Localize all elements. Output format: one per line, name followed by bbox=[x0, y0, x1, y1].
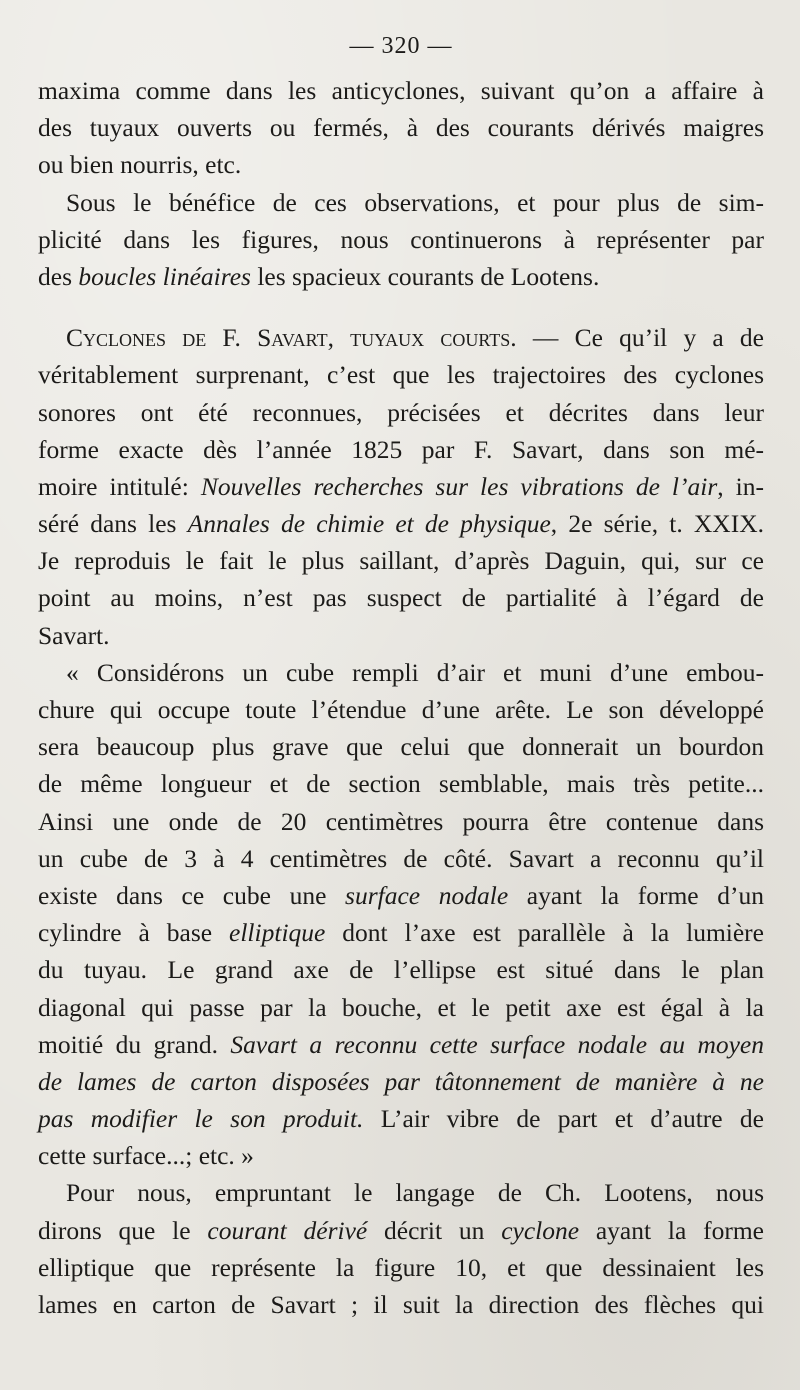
italic-phrase: pas modifier le son produit. bbox=[38, 1104, 364, 1134]
text-line bbox=[38, 319, 764, 356]
text-line: sonores ont été reconnues, précisées et décrites dans leur bbox=[38, 397, 764, 427]
paragraph-2 bbox=[38, 184, 764, 296]
text-line bbox=[38, 914, 764, 951]
text-run: cylindre à base bbox=[38, 918, 230, 948]
text-line bbox=[38, 258, 764, 295]
italic-phrase: elliptique bbox=[229, 918, 326, 948]
text-line: Pour nous, empruntant le langage de Ch. Lootens, nous bbox=[66, 1178, 764, 1208]
text-run: des bbox=[38, 261, 79, 291]
text-line: ou bien nourris, etc. bbox=[38, 150, 242, 180]
text-run: dirons que le bbox=[38, 1215, 208, 1245]
text-run: moire intitulé: bbox=[38, 471, 201, 501]
text-line: des tuyaux ouverts ou fermés, à des courants dérivés maigres bbox=[38, 113, 764, 143]
book-page bbox=[38, 26, 764, 1323]
text-line bbox=[38, 877, 764, 914]
text-line: Ainsi une onde de 20 centimètres pourra être contenue dans bbox=[38, 806, 764, 836]
text-line bbox=[38, 468, 764, 505]
text-run: , 2e série, t. XXIX. bbox=[550, 509, 765, 539]
text-line: diagonal qui passe par la bouche, et le petit axe est égal à la bbox=[38, 992, 764, 1022]
text-line: maxima comme dans les anticyclones, suivant qu’on a affaire à bbox=[38, 76, 764, 105]
page-number: — 320 — bbox=[349, 33, 453, 59]
text-line: de lames de carton disposées par tâtonnement de manière à ne bbox=[38, 1066, 764, 1096]
text-line bbox=[38, 1026, 764, 1063]
section-cyclones-savart bbox=[38, 319, 764, 654]
text-line bbox=[38, 1100, 764, 1137]
section-heading: Cyclones de F. Savart, tuyaux courts. bbox=[66, 323, 517, 353]
text-line: un cube de 3 à 4 centimètres de côté. Savart a reconnu qu’il bbox=[38, 843, 764, 873]
text-line: « Considérons un cube rempli d’air et muni d’une embou- bbox=[66, 657, 764, 687]
section-gap bbox=[38, 295, 764, 319]
text-line: de même longueur et de section semblable, mais très petite... bbox=[38, 769, 764, 799]
text-run: ayant la forme d’un bbox=[508, 880, 764, 910]
paragraph-5 bbox=[38, 1174, 764, 1323]
text-run: moitié du grand. bbox=[38, 1029, 231, 1059]
text-run: L’air vibre de part et d’autre de bbox=[363, 1104, 764, 1134]
italic-title: Annales de chimie et de physique bbox=[187, 509, 551, 539]
text-line: Sous le bénéfice de ces observations, et pour plus de sim- bbox=[66, 187, 764, 217]
text-line: forme exacte dès l’année 1825 par F. Savart, dans son mé- bbox=[38, 434, 764, 464]
text-run: dont l’axe est parallèle à la lumière bbox=[325, 918, 764, 948]
italic-phrase: boucles linéaires bbox=[78, 261, 251, 291]
text-run: existe dans ce cube une bbox=[38, 880, 346, 910]
italic-phrase: courant dérivé bbox=[207, 1215, 368, 1245]
text-line: du tuyau. Le grand axe de l’ellipse est situé dans le plan bbox=[38, 955, 764, 985]
text-line: véritablement surprenant, c’est que les trajectoires des cyclones bbox=[38, 360, 764, 390]
text-line: chure qui occupe toute l’étendue d’une arête. Le son développé bbox=[38, 695, 764, 724]
italic-phrase: cyclone bbox=[501, 1215, 580, 1245]
quotation-daguin bbox=[38, 654, 764, 1175]
text-line: lames en carton de Savart ; il suit la direction des flèches qui bbox=[38, 1290, 764, 1319]
text-run: décrit un bbox=[367, 1215, 502, 1245]
text-line: point au moins, n’est pas suspect de partialité à l’égard de bbox=[38, 583, 764, 613]
text-line: cette surface...; etc. » bbox=[38, 1141, 254, 1171]
text-run: séré dans les bbox=[38, 509, 188, 539]
italic-phrase: Savart a reconnu cette surface nodale au moyen bbox=[230, 1029, 764, 1059]
text-line bbox=[38, 1212, 764, 1249]
text-line: Je reproduis le fait le plus saillant, d’après Daguin, qui, sur ce bbox=[38, 546, 764, 576]
text-line: sera beaucoup plus grave que celui que donnerait un bourdon bbox=[38, 732, 764, 762]
italic-title: Nouvelles recherches sur les vibrations de l’air bbox=[200, 471, 718, 501]
italic-phrase: surface nodale bbox=[345, 880, 509, 910]
text-line: elliptique que représente la figure 10, et que dessinaient les bbox=[38, 1252, 764, 1282]
paragraph-1 bbox=[38, 72, 764, 184]
text-run: — Ce qu’il y a de bbox=[516, 323, 764, 353]
text-run: , in- bbox=[717, 471, 764, 501]
text-line: plicité dans les figures, nous continuerons à représenter par bbox=[38, 224, 764, 254]
text-run: ayant la forme bbox=[579, 1215, 764, 1245]
text-line: Savart. bbox=[38, 620, 110, 650]
text-line bbox=[38, 505, 764, 542]
text-run: les spacieux courants de Lootens. bbox=[250, 261, 600, 291]
